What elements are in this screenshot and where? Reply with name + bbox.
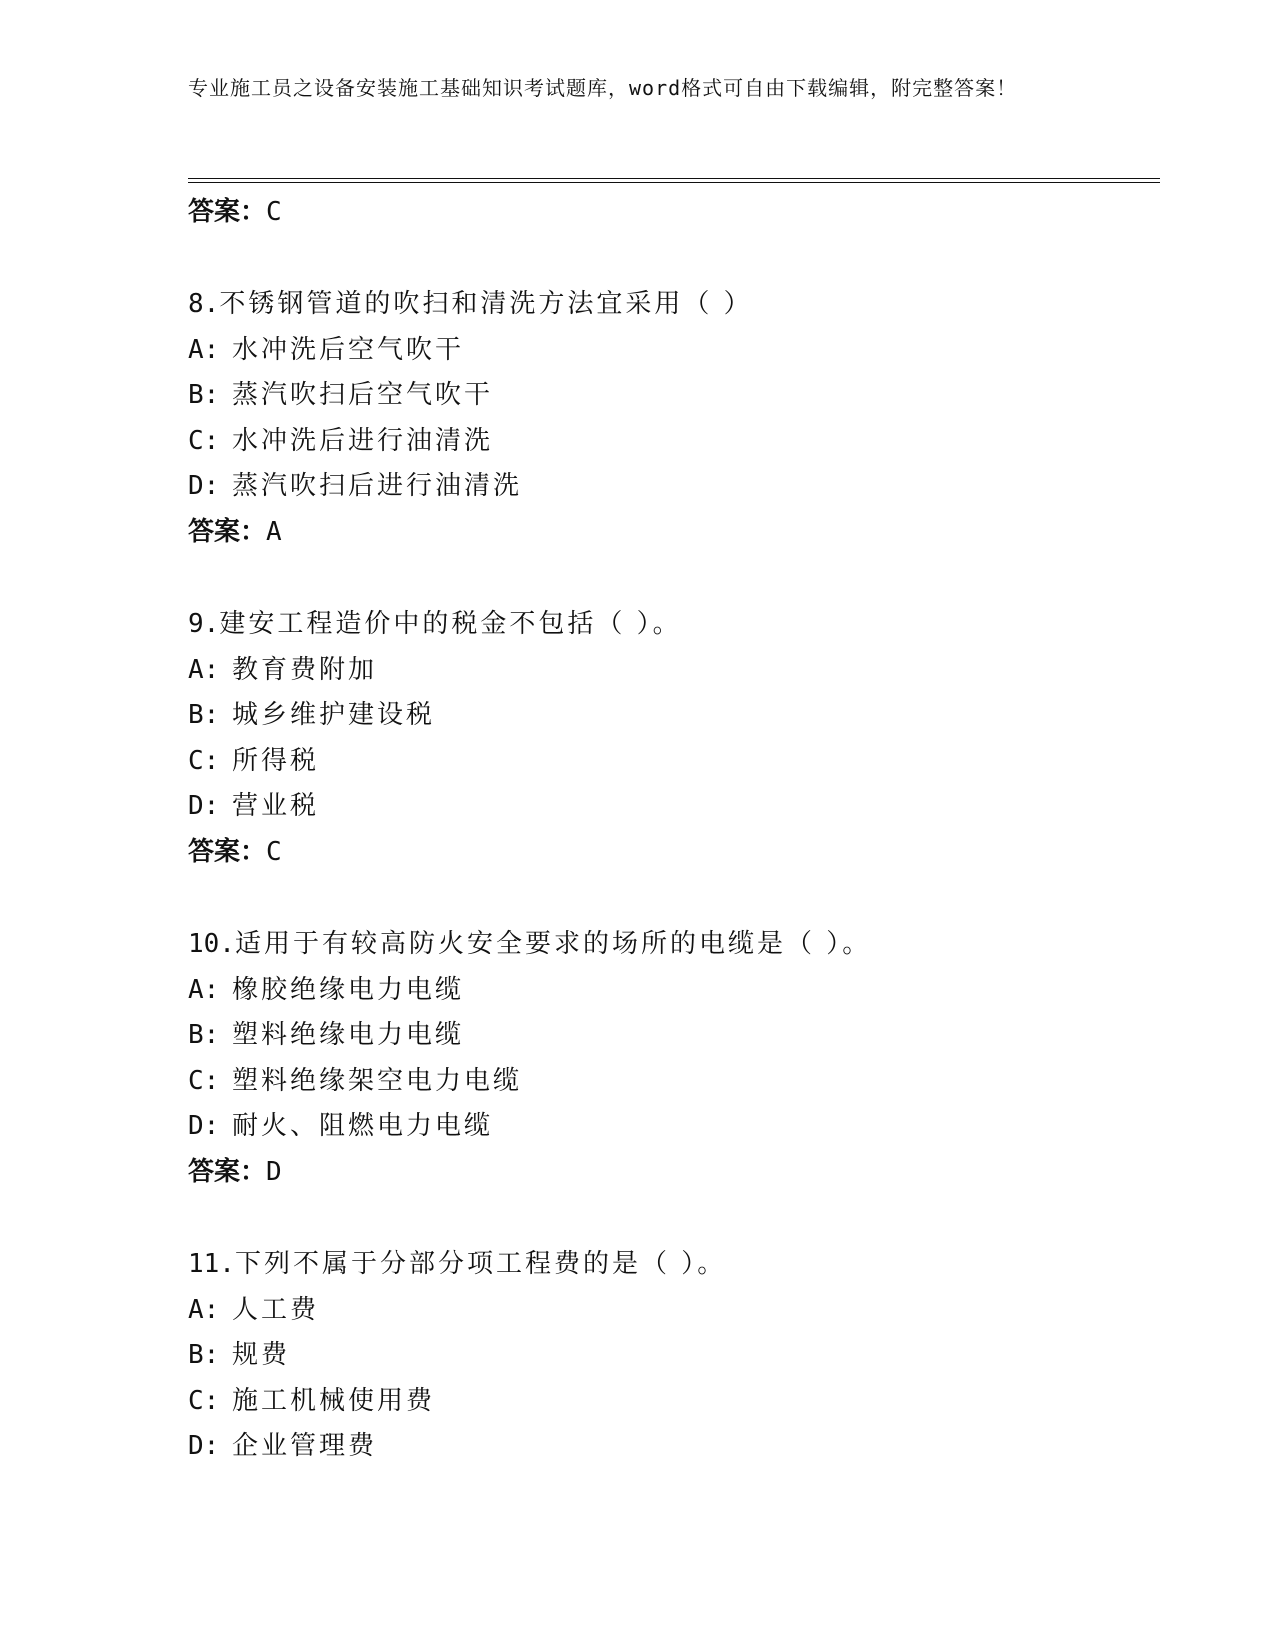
- answer-label: 答案：: [188, 836, 267, 867]
- question-text: 下列不属于分部分项工程费的是（ ）。: [234, 1248, 727, 1279]
- answer-line: [188, 1150, 1160, 1194]
- answer-label: 答案：: [188, 516, 267, 547]
- option-key: D:: [188, 791, 220, 822]
- option-text: 城乡维护建设税: [232, 700, 436, 731]
- question-stem: [188, 602, 1160, 648]
- option-text: 塑料绝缘架空电力电缆: [232, 1065, 523, 1096]
- option-key: A:: [188, 334, 220, 365]
- answer-line: [188, 190, 1160, 234]
- answer-value: C: [266, 836, 282, 867]
- option-b: [188, 693, 1160, 739]
- option-key: C:: [188, 745, 220, 776]
- option-text: 施工机械使用费: [232, 1385, 436, 1416]
- option-key: A:: [188, 654, 220, 685]
- option-key: A:: [188, 974, 220, 1005]
- option-a: [188, 968, 1160, 1014]
- answer-value: C: [266, 197, 282, 227]
- option-text: 水冲洗后空气吹干: [232, 334, 465, 365]
- option-d: [188, 784, 1160, 830]
- question-stem: [188, 1242, 1160, 1288]
- option-key: A:: [188, 1294, 220, 1325]
- option-key: B:: [188, 1340, 220, 1371]
- option-c: [188, 1059, 1160, 1105]
- option-d: [188, 1104, 1160, 1150]
- option-text: 水冲洗后进行油清洗: [232, 425, 494, 456]
- option-key: D:: [188, 471, 220, 502]
- option-key: C:: [188, 1065, 220, 1096]
- option-text: 教育费附加: [232, 654, 378, 685]
- answer-value: D: [266, 1156, 282, 1187]
- option-text: 橡胶绝缘电力电缆: [232, 974, 465, 1005]
- header-title: 专业施工员之设备安装施工基础知识考试题库，word格式可自由下载编辑，附完整答案！: [188, 76, 1018, 100]
- option-text: 规费: [232, 1340, 291, 1371]
- question-10: [188, 922, 1160, 1194]
- question-text: 建安工程造价中的税金不包括（ ）。: [219, 608, 682, 639]
- option-key: B:: [188, 380, 220, 411]
- option-text: 企业管理费: [232, 1431, 378, 1462]
- question-8: [188, 282, 1160, 554]
- question-9: [188, 602, 1160, 874]
- option-d: [188, 464, 1160, 510]
- option-c: [188, 419, 1160, 465]
- question-11: [188, 1242, 1160, 1470]
- option-b: [188, 373, 1160, 419]
- option-text: 蒸汽吹扫后进行油清洗: [232, 471, 523, 502]
- document-body: [188, 190, 1160, 1470]
- answer-label: 答案：: [188, 1156, 267, 1187]
- answer-label: 答案：: [188, 197, 267, 227]
- question-stem: [188, 922, 1160, 968]
- option-d: [188, 1424, 1160, 1470]
- option-text: 人工费: [232, 1294, 320, 1325]
- option-text: 蒸汽吹扫后空气吹干: [232, 380, 494, 411]
- option-key: D:: [188, 1431, 220, 1462]
- option-b: [188, 1333, 1160, 1379]
- option-a: [188, 648, 1160, 694]
- option-key: B:: [188, 700, 220, 731]
- answer-value: A: [266, 516, 282, 547]
- option-text: 所得税: [232, 745, 320, 776]
- question-number: 9.: [188, 608, 220, 639]
- option-b: [188, 1013, 1160, 1059]
- question-text: 适用于有较高防火安全要求的场所的电缆是（ ）。: [234, 928, 872, 959]
- option-text: 塑料绝缘电力电缆: [232, 1020, 465, 1051]
- answer-line: [188, 510, 1160, 554]
- option-c: [188, 1379, 1160, 1425]
- question-stem: [188, 282, 1160, 328]
- question-number: 10.: [188, 928, 235, 959]
- option-text: 营业税: [232, 791, 320, 822]
- option-a: [188, 328, 1160, 374]
- question-text: 不锈钢管道的吹扫和清洗方法宜采用（ ）: [219, 289, 753, 319]
- option-a: [188, 1288, 1160, 1334]
- option-text: 耐火、阻燃电力电缆: [232, 1111, 494, 1142]
- answer-line: [188, 830, 1160, 874]
- option-key: C:: [188, 425, 220, 456]
- option-key: B:: [188, 1020, 220, 1051]
- option-key: C:: [188, 1385, 220, 1416]
- option-c: [188, 739, 1160, 785]
- question-number: 11.: [188, 1248, 235, 1279]
- header-divider: [188, 178, 1160, 183]
- option-key: D:: [188, 1111, 220, 1142]
- question-number: 8.: [188, 289, 220, 319]
- document-header: [188, 72, 1068, 104]
